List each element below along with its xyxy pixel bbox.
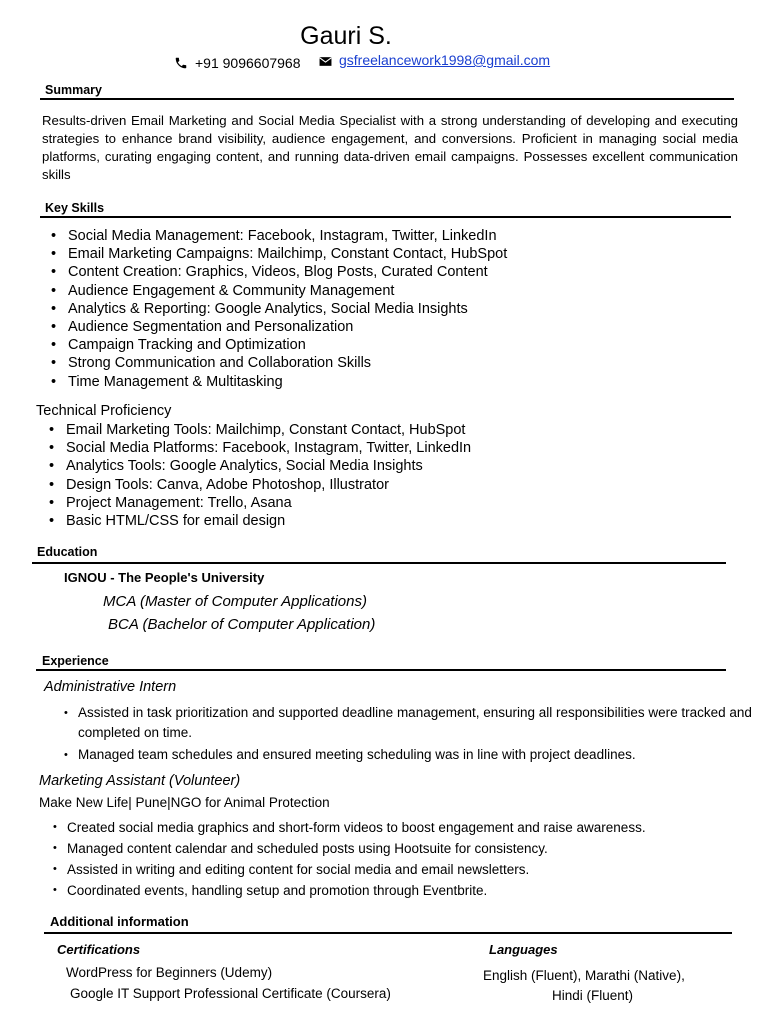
list-item: • Content Creation: Graphics, Videos, Blog Posts, Curated Content (68, 263, 507, 281)
email-link[interactable]: gsfreelancework1998@gmail.com (339, 52, 551, 68)
certification-item: WordPress for Beginners (Udemy) (66, 965, 273, 980)
languages-line-1: English (Fluent), Marathi (Native), (483, 968, 685, 983)
certifications-heading: Certifications (57, 942, 141, 957)
languages-heading: Languages (489, 942, 558, 957)
list-item: • Audience Segmentation and Personalization (68, 318, 507, 336)
languages-line-2: Hindi (Fluent) (552, 988, 634, 1003)
list-item: • Assisted in task prioritization and supported deadline management, ensuring all responsibilities were tracked and completed on time. (78, 703, 760, 743)
education-heading: Education (37, 545, 98, 559)
additional-information-heading: Additional information (50, 914, 189, 929)
section-divider (40, 216, 731, 218)
list-item: • Analytics Tools: Google Analytics, Social Media Insights (66, 457, 471, 475)
key-skills-heading: Key Skills (45, 201, 105, 215)
organization-line: Make New Life| Pune|NGO for Animal Protection (39, 795, 330, 810)
administrative-intern-duties (78, 703, 760, 765)
technical-proficiency-heading: Technical Proficiency (36, 403, 172, 419)
list-item: • Email Marketing Tools: Mailchimp, Constant Contact, HubSpot (66, 421, 471, 439)
list-item: • Audience Engagement & Community Management (68, 282, 507, 300)
job-title-administrative-intern: Administrative Intern (44, 679, 177, 695)
degree-mca: MCA (Master of Computer Applications) (103, 593, 367, 610)
section-divider (40, 98, 734, 100)
education-school: IGNOU - The People's University (64, 570, 265, 585)
job-title-marketing-assistant: Marketing Assistant (Volunteer) (39, 773, 241, 789)
experience-heading: Experience (42, 654, 109, 668)
list-item: • Design Tools: Canva, Adobe Photoshop, Illustrator (66, 476, 471, 494)
list-item: • Coordinated events, handling setup and promotion through Eventbrite. (67, 880, 646, 901)
list-item: • Social Media Management: Facebook, Instagram, Twitter, LinkedIn (68, 227, 507, 245)
list-item: • Managed content calendar and scheduled posts using Hootsuite for consistency. (67, 838, 646, 859)
section-divider (44, 932, 732, 934)
degree-bca: BCA (Bachelor of Computer Application) (108, 616, 376, 633)
phone-number: +91 9096607968 (195, 55, 301, 71)
candidate-name: Gauri S. (300, 22, 392, 50)
list-item: • Strong Communication and Collaboration Skills (68, 354, 507, 372)
key-skills-list (68, 227, 507, 391)
email-contact (319, 52, 551, 68)
list-item: • Social Media Platforms: Facebook, Instagram, Twitter, LinkedIn (66, 439, 471, 457)
envelope-icon (319, 56, 332, 67)
list-item: • Project Management: Trello, Asana (66, 494, 471, 512)
list-item: • Time Management & Multitasking (68, 373, 507, 391)
summary-paragraph: Results-driven Email Marketing and Social Media Specialist with a strong understanding of developing and executing strategies to enhance brand visibility, audience engagement, and conversions. Proficient in managing social media platforms, curating engaging content, and running data-driven email campaigns. Possesses excellent communication skills (42, 113, 738, 182)
list-item: • Assisted in writing and editing content for social media and email newsletters. (67, 859, 646, 880)
phone-contact (174, 55, 301, 71)
certification-item: Google IT Support Professional Certificate (Coursera) (70, 986, 391, 1001)
section-divider (32, 562, 726, 564)
marketing-assistant-duties (67, 817, 646, 901)
phone-icon (174, 56, 188, 70)
section-divider (36, 669, 726, 671)
list-item: • Created social media graphics and short-form videos to boost engagement and raise awareness. (67, 817, 646, 838)
list-item: • Managed team schedules and ensured meeting scheduling was in line with project deadlines. (78, 745, 760, 765)
list-item: • Basic HTML/CSS for email design (66, 512, 471, 530)
list-item: • Analytics & Reporting: Google Analytics, Social Media Insights (68, 300, 507, 318)
technical-proficiency-list (66, 421, 471, 530)
list-item: • Campaign Tracking and Optimization (68, 336, 507, 354)
list-item: • Email Marketing Campaigns: Mailchimp, Constant Contact, HubSpot (68, 245, 507, 263)
summary-heading: Summary (45, 83, 102, 97)
